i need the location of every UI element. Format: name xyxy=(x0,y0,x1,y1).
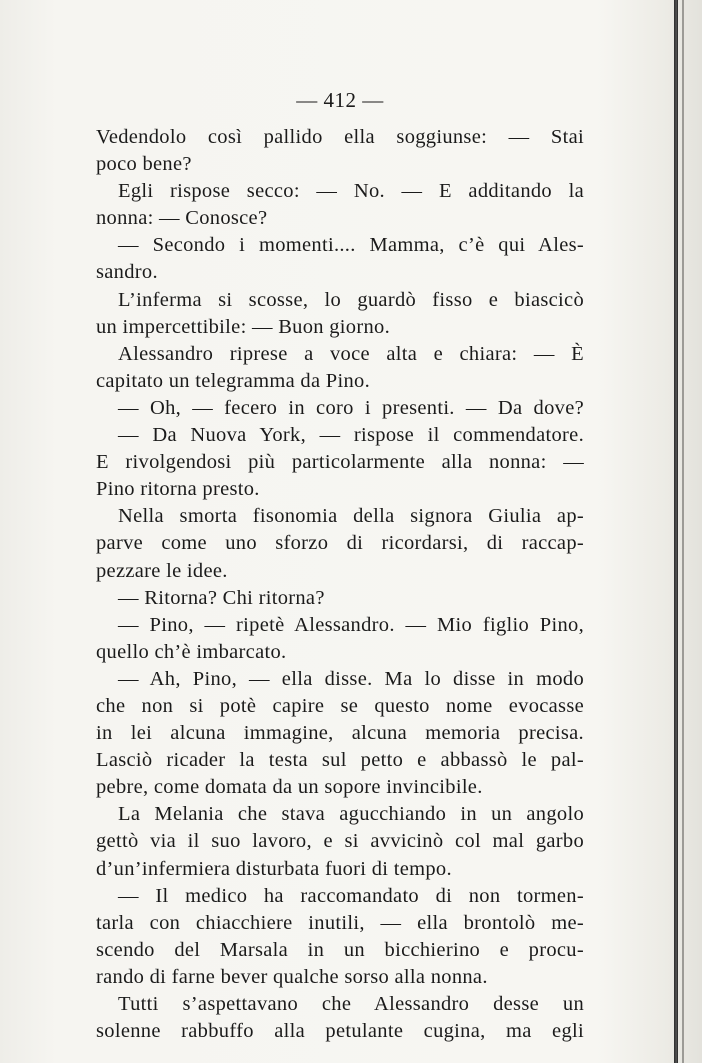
text-line: capitato un telegramma da Pino. xyxy=(96,369,371,392)
text-line: — Ritorna? Chi ritorna? xyxy=(118,586,325,609)
text-line: Alessandro riprese a voce alta e chiara: — È xyxy=(118,342,584,365)
body-text xyxy=(96,124,584,1045)
text-line: — Il medico ha raccomandato di non tormen- xyxy=(118,884,584,907)
text-line: Vedendolo così pallido ella soggiunse: — Stai xyxy=(96,126,584,148)
text-line: un impercettibile: — Buon giorno. xyxy=(96,315,391,338)
text-line: poco bene? xyxy=(96,153,192,176)
text-line: rando di farne bever qualche sorso alla nonna. xyxy=(96,965,488,988)
text-line: che non si potè capire se questo nome evocasse xyxy=(96,694,584,717)
text-line: L’inferma si scosse, lo guardò fisso e biascicò xyxy=(118,288,584,311)
text-line: La Melania che stava agucchiando in un angolo xyxy=(118,803,584,826)
text-line: solenne rabbuffo alla petulante cugina, ma egli xyxy=(96,1020,584,1043)
book-spine-edge xyxy=(674,0,678,1063)
text-line: d’un’infermiera disturbata fuori di tempo. xyxy=(96,857,452,880)
text-line: — Secondo i momenti.... Mamma, c’è qui Ales- xyxy=(118,234,584,257)
text-line: Egli rispose secco: — No. — E additando la xyxy=(118,180,584,203)
text-line: pebre, come domata da un sopore invincibile. xyxy=(96,776,483,799)
text-line: Nella smorta fisonomia della signora Giulia ap- xyxy=(118,505,584,528)
text-line: quello ch’è imbarcato. xyxy=(96,640,287,663)
text-line: E rivolgendosi più particolarmente alla nonna: — xyxy=(96,451,584,474)
text-line: tarla con chiacchiere inutili, — ella brontolò me- xyxy=(96,911,584,934)
text-line: in lei alcuna immagine, alcuna memoria precisa. xyxy=(96,722,584,745)
text-line: parve come uno sforzo di ricordarsi, di raccap- xyxy=(96,532,584,555)
text-line: — Oh, — fecero in coro i presenti. — Da dove? xyxy=(118,396,584,419)
text-line: Lasciò ricader la testa sul petto e abbassò le pal- xyxy=(96,749,584,772)
text-line: — Pino, — ripetè Alessandro. — Mio figlio Pino, xyxy=(118,613,584,636)
text-line: sandro. xyxy=(96,261,158,284)
page-number: — 412 — xyxy=(296,88,384,112)
text-line: — Ah, Pino, — ella disse. Ma lo disse in modo xyxy=(118,667,584,690)
text-line: nonna: — Conosce? xyxy=(96,207,268,230)
text-line: gettò via il suo lavoro, e si avvicinò col mal garbo xyxy=(96,830,584,853)
text-line: scendo del Marsala in un bicchierino e procu- xyxy=(96,938,584,961)
text-line: — Da Nuova York, — rispose il commendatore. xyxy=(118,424,584,447)
book-spine-shadow xyxy=(682,0,684,1063)
text-line: pezzare le idee. xyxy=(96,559,228,582)
text-line: Tutti s’aspettavano che Alessandro desse un xyxy=(118,993,584,1015)
text-line: Pino ritorna presto. xyxy=(96,478,260,501)
